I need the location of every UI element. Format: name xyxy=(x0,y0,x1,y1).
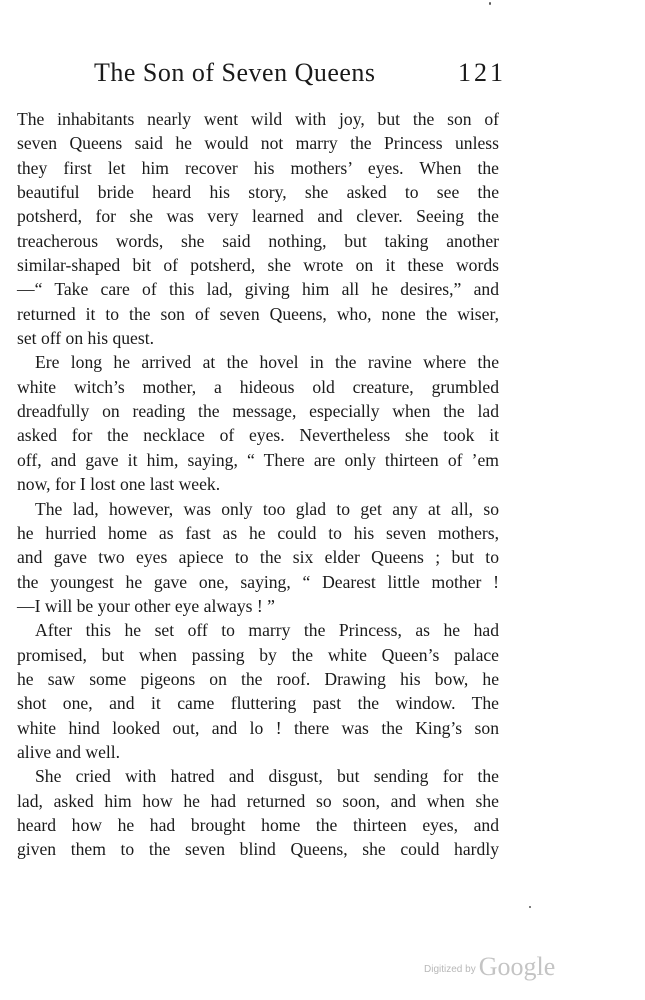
text-line: promised, but when passing by the white Queen’s palace xyxy=(17,644,499,665)
text-line: She cried with hatred and disgust, but sending for the xyxy=(35,766,499,787)
text-line: After this he set off to marry the Princess, as he had xyxy=(35,620,499,641)
text-line: lad, asked him how he had returned so soon, and when she xyxy=(17,790,499,811)
text-line: treacherous words, she said nothing, but taking another xyxy=(17,230,499,251)
scan-speck xyxy=(529,906,531,908)
watermark-logo-text: Google xyxy=(478,952,556,981)
text-line: white hind looked out, and lo ! there was the King’s son xyxy=(17,717,499,738)
text-line: dreadfully on reading the message, especially when the lad xyxy=(17,401,499,422)
scan-speck xyxy=(489,2,491,5)
text-line: asked for the necklace of eyes. Nevertheless she took it xyxy=(17,425,499,446)
text-line: returned it to the son of seven Queens, who, none the wiser, xyxy=(17,303,499,324)
text-line: —“ Take care of this lad, giving him all he desires,” and xyxy=(17,279,499,300)
running-title: The Son of Seven Queens xyxy=(94,58,376,87)
text-line: shot one, and it came fluttering past the window. The xyxy=(17,693,499,714)
google-watermark xyxy=(424,952,555,982)
text-line: potsherd, for she was very learned and clever. Seeing the xyxy=(17,206,499,227)
text-line: white witch’s mother, a hideous old creature, grumbled xyxy=(17,376,499,397)
text-line: Ere long he arrived at the hovel in the ravine where the xyxy=(35,352,499,373)
page-number: 121 xyxy=(458,58,506,87)
text-line: beautiful bride heard his story, she asked to see the xyxy=(17,182,499,203)
text-line: the youngest he gave one, saying, “ Dearest little mother ! xyxy=(17,571,499,592)
text-line: The inhabitants nearly went wild with joy, but the son of xyxy=(17,109,499,129)
page-header xyxy=(94,58,514,98)
text-line: set off on his quest. xyxy=(17,328,154,349)
text-line: seven Queens said he would not marry the Princess unless xyxy=(17,133,499,154)
text-line: and gave two eyes apiece to the six elder Queens ; but to xyxy=(17,547,499,568)
watermark-small-text: Digitized by xyxy=(424,964,476,975)
text-line: now, for I lost one last week. xyxy=(17,474,221,495)
text-line: he hurried home as fast as he could to his seven mothers, xyxy=(17,522,499,543)
text-line: The lad, however, was only too glad to get any at all, so xyxy=(35,498,499,519)
text-line: heard how he had brought home the thirteen eyes, and xyxy=(17,814,499,835)
text-line: off, and gave it him, saying, “ There are only thirteen of ’em xyxy=(17,449,499,470)
text-line: he saw some pigeons on the roof. Drawing his bow, he xyxy=(17,668,499,689)
text-line: similar-shaped bit of potsherd, she wrote on it these words xyxy=(17,255,499,276)
text-line: given them to the seven blind Queens, she could hardly xyxy=(17,839,499,860)
text-line: they first let him recover his mothers’ eyes. When the xyxy=(17,157,499,178)
text-line: alive and well. xyxy=(17,741,121,762)
body-text xyxy=(17,107,499,862)
text-line: —I will be your other eye always ! ” xyxy=(17,595,275,616)
